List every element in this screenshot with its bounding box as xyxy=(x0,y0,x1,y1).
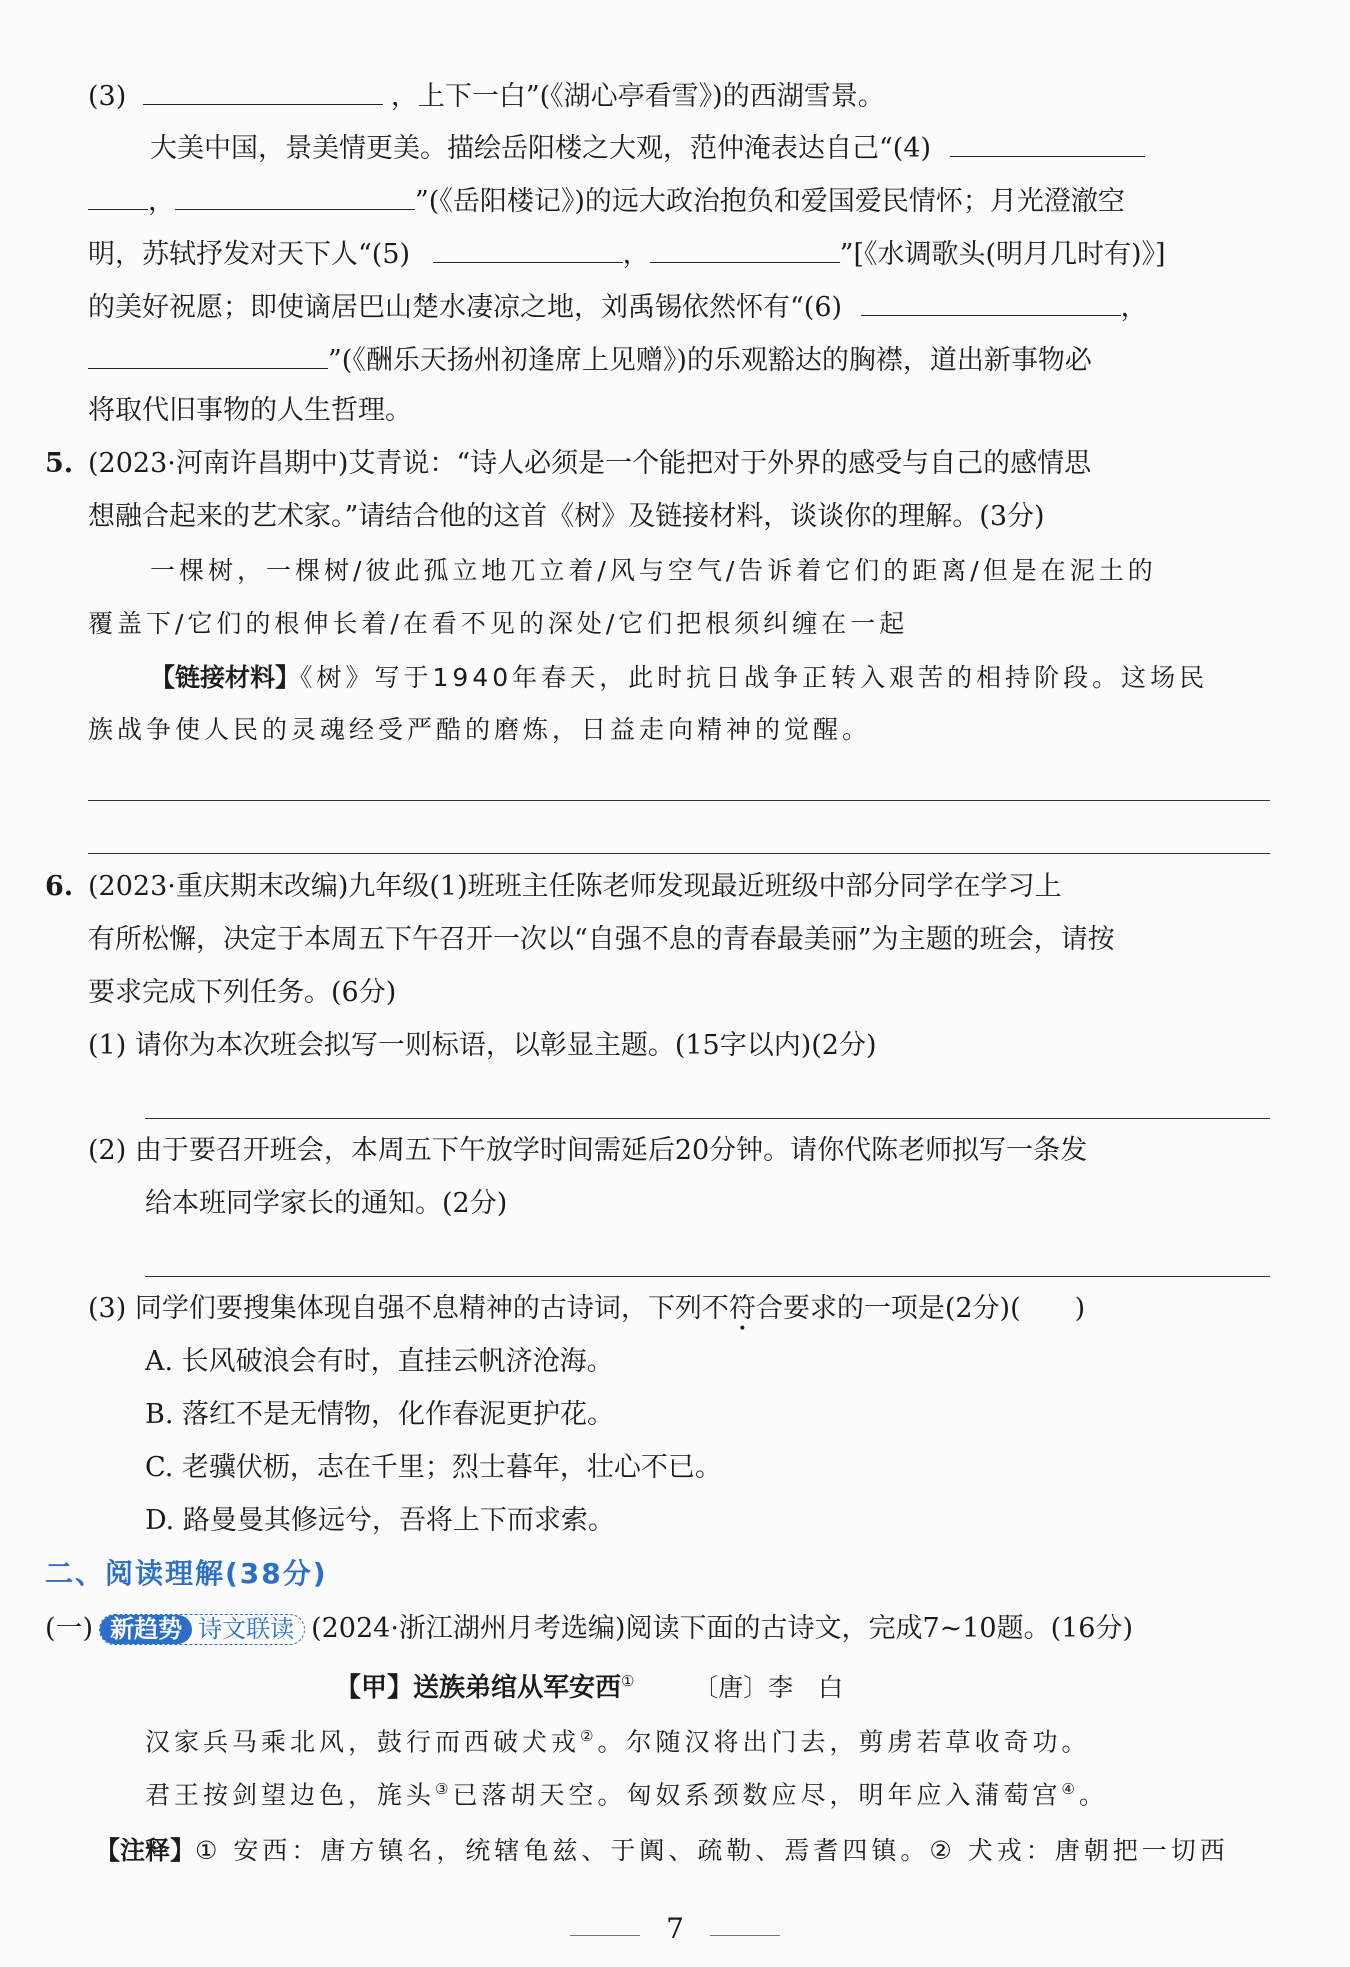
poem-title-line xyxy=(335,1672,843,1704)
answer-blank-4c[interactable] xyxy=(175,183,415,210)
comma: ， xyxy=(148,186,175,217)
answer-blank-4a[interactable] xyxy=(950,130,1145,157)
q4-para-text: ”(《酬乐天扬州初逢席上见赠》)的乐观豁达的胸襟，道出新事物必 xyxy=(328,345,1092,376)
answer-blank-3[interactable] xyxy=(143,78,383,105)
annotation-text: ① 安西：唐方镇名，统辖龟兹、于阗、疏勒、焉耆四镇。② 犬戎：唐朝把一切西 xyxy=(195,1836,1229,1865)
q6-number: 6. xyxy=(45,871,74,902)
comma: ， xyxy=(622,239,650,270)
q4-para-line4 xyxy=(88,289,1148,324)
q6-sub3-text: (3) 同学们要搜集体现自强不息精神的古诗词，下列 xyxy=(88,1293,702,1324)
footer-rule-right xyxy=(710,1935,780,1936)
q6-sub1: (1) 请你为本次班会拟写一则标语，以彰显主题。(15字以内)(2分) xyxy=(88,1030,877,1061)
badge-pill: 新趋势 xyxy=(100,1615,192,1644)
poem-text: 君王按剑望边色，旄头 xyxy=(145,1780,436,1810)
q5-stem-line1: (2023·河南许昌期中)艾青说：“诗人必须是一个能把对于外界的感受与自己的感情思 xyxy=(88,448,1092,479)
annotation-label: 【注释】 xyxy=(95,1836,196,1865)
answer-line-q5-1[interactable] xyxy=(88,800,1270,801)
answer-line-q6-2[interactable] xyxy=(145,1276,1270,1277)
link-material-label: 【链接材料】 xyxy=(150,663,301,692)
q4-para-text: 的美好祝愿；即使谪居巴山楚水凄凉之地，刘禹锡依然怀有“(6) xyxy=(88,292,843,323)
poem-text: 汉家兵马乘北风，鼓行而西破犬戎 xyxy=(145,1727,581,1757)
answer-line-q6-1[interactable] xyxy=(145,1118,1270,1119)
footnote-marker: ④ xyxy=(1061,1780,1079,1798)
answer-blank-6a[interactable] xyxy=(861,289,1121,316)
footnote-marker: ③ xyxy=(435,1780,453,1798)
part1-header xyxy=(45,1613,1133,1645)
q6-sub2-line1: (2) 由于要召开班会，本周五下午放学时间需延后20分钟。请你代陈老师拟写一条发 xyxy=(88,1135,1088,1166)
q6-sub2-line2: 给本班同学家长的通知。(2分) xyxy=(145,1188,508,1219)
trend-badge xyxy=(99,1614,305,1645)
q5-number: 5. xyxy=(45,448,74,479)
q5-poem-line2: 覆盖下/它们的根伸长着/在看不见的深处/它们把根须纠缠在一起 xyxy=(88,609,909,638)
part1-text: (2024·浙江湖州月考选编)阅读下面的古诗文，完成7~10题。(16分) xyxy=(311,1613,1134,1644)
q6-stem-line1: (2023·重庆期末改编)九年级(1)班班主任陈老师发现最近班级中部分同学在学习上 xyxy=(88,871,1062,902)
q4-sub-3-label: (3) xyxy=(88,81,127,112)
answer-blank-5a[interactable] xyxy=(433,236,623,263)
q5-poem-line1: 一棵树，一棵树/彼此孤立地兀立着/风与空气/告诉着它们的距离/但是在泥土的 xyxy=(150,556,1157,585)
q4-para-line6: 将取代旧事物的人生哲理。 xyxy=(88,395,412,426)
q4-para-text: ”(《岳阳楼记》)的远大政治抱负和爱国爱民情怀；月光澄澈空 xyxy=(415,186,1125,217)
footnote-marker: ② xyxy=(580,1727,598,1745)
q5-stem-line2: 想融合起来的艺术家。”请结合他的这首《树》及链接材料，谈谈你的理解。(3分) xyxy=(88,501,1045,532)
footer-rule-left xyxy=(570,1935,640,1936)
q4-para-line2 xyxy=(88,183,1125,218)
part-label: (一) xyxy=(45,1613,94,1644)
q4-para-line3 xyxy=(88,236,1166,271)
q4-para-line1 xyxy=(150,130,1145,165)
q4-line-3 xyxy=(88,78,885,113)
q6-sub3-text: 要求的一项是(2分)( ) xyxy=(782,1293,1086,1324)
option-d[interactable]: D. 路曼曼其修远兮，吾将上下而求索。 xyxy=(145,1505,615,1536)
q5-link-line2: 族战争使人民的灵魂经受严酷的磨炼，日益走向精神的觉醒。 xyxy=(88,715,872,744)
q4-sub-3-text: ，上下一白”(《湖心亭看雪》)的西湖雪景。 xyxy=(390,81,885,112)
poem-text: 。尔随汉将出门去，剪虏若草收奇功。 xyxy=(597,1727,1091,1757)
poem-author: 〔唐〕李 白 xyxy=(693,1673,844,1702)
answer-blank-5b[interactable] xyxy=(650,236,840,263)
page-number: 7 xyxy=(666,1912,684,1945)
q6-stem-line3: 要求完成下列任务。(6分) xyxy=(88,977,397,1008)
q4-para-line5 xyxy=(88,342,1092,377)
footnote-marker: ① xyxy=(621,1672,635,1690)
q5-link-material xyxy=(150,662,1208,694)
q4-para-text: 明，苏轼抒发对天下人“(5) xyxy=(88,239,411,270)
annotation-line xyxy=(95,1835,1229,1867)
option-b[interactable]: B. 落红不是无情物，化作春泥更护花。 xyxy=(145,1399,615,1430)
badge-text: 诗文联读 xyxy=(198,1615,295,1644)
link-material-text: 《树》写于1940年春天，此时抗日战争正转入艰苦的相持阶段。这场民 xyxy=(300,663,1209,692)
answer-blank-6b[interactable] xyxy=(88,342,328,369)
q6-stem-line2: 有所松懈，决定于本周五下午召开一次以“自强不息的青春最美丽”为主题的班会，请按 xyxy=(88,924,1115,955)
section-title: 二、阅读理解(38分) xyxy=(45,1557,328,1590)
emphasis-not-meet: 不符合 xyxy=(701,1293,783,1324)
option-a[interactable]: A. 长风破浪会有时，直挂云帆济沧海。 xyxy=(145,1346,614,1377)
q6-sub3 xyxy=(88,1293,1085,1325)
answer-blank-4b[interactable] xyxy=(88,183,148,210)
poem-line1 xyxy=(145,1727,1090,1757)
option-c[interactable]: C. 老骥伏枥，志在千里；烈士暮年，壮心不已。 xyxy=(145,1452,722,1483)
poem-line2 xyxy=(145,1780,1108,1810)
comma: ， xyxy=(1120,292,1148,323)
poem-text: 已落胡天空。匈奴系颈数应尽，明年应入蒲萄宫 xyxy=(452,1780,1062,1810)
poem-title: 【甲】送族弟绾从军安西 xyxy=(335,1673,622,1703)
poem-text: 。 xyxy=(1078,1780,1108,1810)
q4-para-text: 大美中国，景美情更美。描绘岳阳楼之大观，范仲淹表达自己“(4) xyxy=(150,133,932,164)
q4-para-text: ”[《水调歌头(明月几时有)》] xyxy=(839,239,1166,270)
answer-line-q5-2[interactable] xyxy=(88,853,1270,854)
